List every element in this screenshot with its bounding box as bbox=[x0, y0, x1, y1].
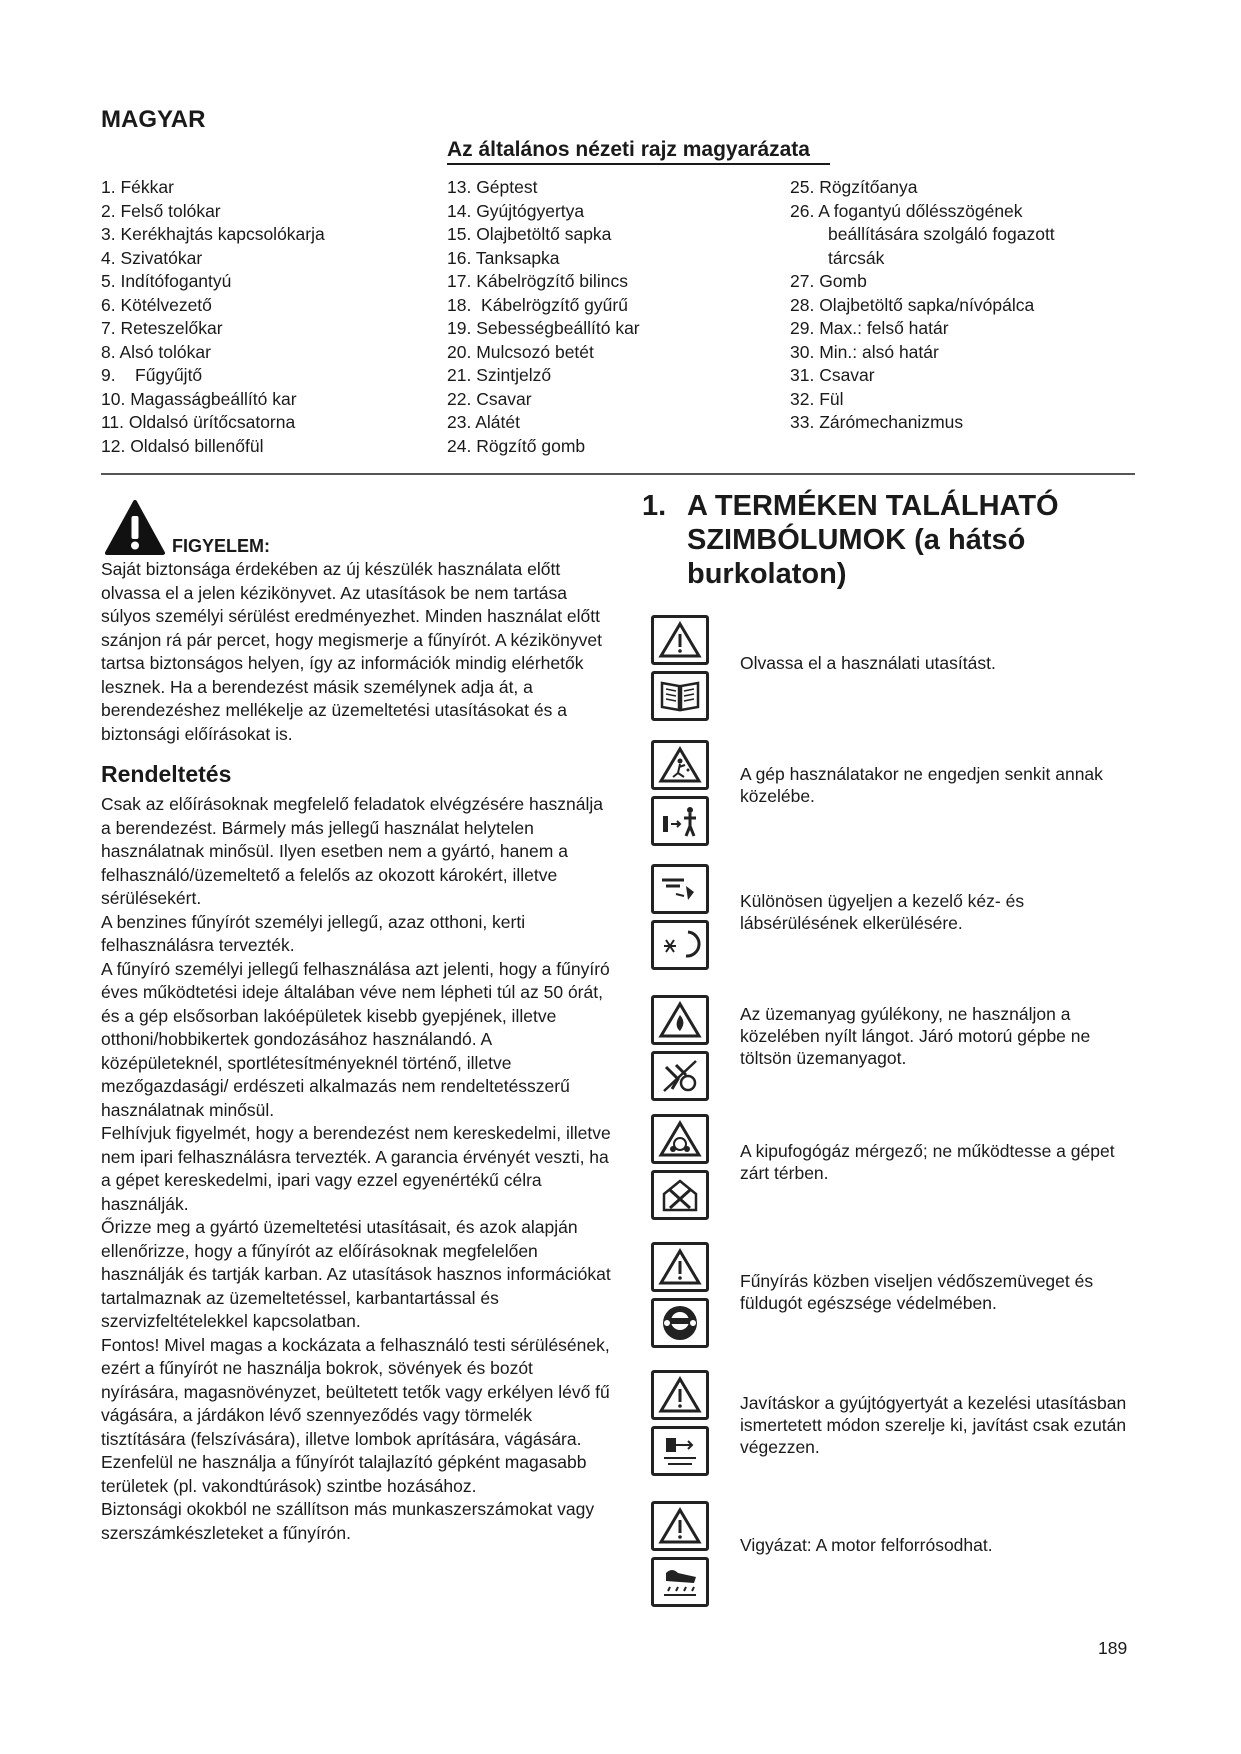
symbol-description: A kipufogógáz mérgező; ne működtesse a gépet zárt térben. bbox=[740, 1141, 1115, 1183]
hand-injury-icon bbox=[658, 870, 702, 908]
symbol-description: Vigyázat: A motor felforrósodhat. bbox=[740, 1535, 993, 1555]
no-enclosed-space-icon bbox=[658, 1176, 702, 1214]
warning-label: FIGYELEM: bbox=[172, 536, 270, 556]
legend-item: 3. Kerékhajtás kapcsolókarja bbox=[101, 224, 325, 244]
title-line: A TERMÉKEN TALÁLHATÓ bbox=[687, 490, 1059, 522]
usage-paragraph: Csak az előírásoknak megfelelő feladatok elvégzésére használja a berendezést. Bármely más jellegű használat helytelen használatnak minősül. Ilyen esetben nem a gyártó, hanem a felhasználó/üzemeltető a felelős az okozott károkért, illetve sérülésekért. bbox=[101, 794, 603, 908]
usage-paragraph: Biztonsági okokból ne szállítson más munkaszerszámokat vagy szerszámkészleteket a fűnyírón. bbox=[101, 1499, 595, 1543]
spark-plug-icon bbox=[658, 1432, 702, 1470]
legend-item: 10. Magasságbeállító kar bbox=[101, 388, 297, 409]
legend-item: 33. Zárómechanizmus bbox=[790, 412, 964, 432]
keep-distance-icon bbox=[658, 802, 702, 840]
symbol-description: A gép használatakor ne engedjen senkit annak közelébe. bbox=[740, 764, 1103, 806]
legend-item: 6. Kötélvezető bbox=[101, 294, 212, 315]
legend-item: 26. A fogantyú dőlésszögének bbox=[790, 200, 1023, 221]
warning-text: Saját biztonsága érdekében az új készülék használata előtt olvassa el a jelen kézikönyvet. Az utasítások be nem tartása súlyos személyi sérülést eredményezhet. Minden használat előtt szánjon rá pár percet, hogy megismerje a fűnyírót. A kézikönyvet tartsa biztonságos helyen, így az információk mindig elérhetők lesznek. Ha a berendezést másik személynek adja át, a berendezéshez mellékelje az üzemeltetési utasításokat és a biztonsági előírásokat is. bbox=[101, 559, 602, 744]
usage-paragraph: Fontos! Mivel magas a kockázata a felhasználó testi sérülésének, ezért a fűnyírót ne használja bokrok, sövények és bozót nyírására, magasnövényzet, beültetett tetők vagy erkélyen lévő fű vágására, a járdákon lévő szennyeződés vagy törmelék tisztítására (felszívására), illetve lombok aprítására, vágására. Ezenfelül ne használja a fűnyírót talajlazító gépként magasabb területek (pl. vakondtúrások) szintbe hozásához. bbox=[101, 1334, 610, 1496]
legend-item: 24. Rögzítő gomb bbox=[447, 435, 586, 456]
legend-item: 17. Kábelrögzítő bilincs bbox=[447, 271, 628, 291]
legend-item: tárcsák bbox=[828, 247, 885, 268]
symbol-read-manual bbox=[651, 615, 709, 727]
usage-paragraph: A fűnyíró személyi jellegű felhasználása azt jelenti, hogy a fűnyíró éves működtetési ideje általában véve nem lépheti túl az 50 órát, és a gép elsősorban lakóépületek kisebb gyepjének, illetve otthoni/hobbikertek gondozásához használandó. A középületeknél, sportlétesítményeknél történő, illetve mezőgazdasági/ erdészeti alkalmazás nem rendeltetésszerű használatnak minősül. bbox=[101, 958, 610, 1120]
legend-item: 19. Sebességbeállító kar bbox=[447, 318, 640, 338]
symbol-flammable bbox=[651, 995, 709, 1107]
legend-column-2 bbox=[447, 176, 777, 458]
usage-paragraph: Őrizze meg a gyártó üzemeltetési utasításait, és azok alapján ellenőrizze, hogy a fűnyírót az előírásoknak megfelelően használják és tartják karban. Az utasítások hasznos információkat tartalmaznak az üzemeltetéssel, karbantartással és szervizfeltételekkel kapcsolatban. bbox=[101, 1217, 611, 1331]
legend-item: 7. Reteszelőkar bbox=[101, 318, 223, 338]
warning-triangle-icon bbox=[658, 1376, 702, 1414]
legend-item: 12. Oldalsó billenőfül bbox=[101, 435, 264, 456]
hot-surface-icon bbox=[658, 1563, 702, 1601]
symbol-hand-foot-injury bbox=[651, 864, 709, 976]
warning-triangle-icon bbox=[104, 499, 166, 557]
legend-item: 32. Fül bbox=[790, 388, 844, 409]
symbol-toxic-fumes bbox=[651, 1114, 709, 1226]
symbol-spark-plug bbox=[651, 1370, 709, 1482]
legend-item: 9. Fűgyűjtő bbox=[101, 365, 203, 385]
thrown-objects-icon bbox=[658, 746, 702, 784]
symbol-description: Olvassa el a használati utasítást. bbox=[740, 653, 996, 673]
title-line: burkolaton) bbox=[687, 558, 847, 590]
toxic-fumes-icon bbox=[658, 1120, 702, 1158]
symbol-description: Különösen ügyeljen a kezelő kéz- és lábsérülésének elkerülésére. bbox=[740, 891, 1025, 933]
legend-item: 21. Szintjelző bbox=[447, 365, 552, 385]
section-divider bbox=[101, 473, 1135, 475]
legend-column-3 bbox=[790, 176, 1150, 435]
usage-paragraph: A benzines fűnyírót személyi jellegű, azaz otthoni, kerti felhasználásra tervezték. bbox=[101, 911, 526, 955]
legend-item: 16. Tanksapka bbox=[447, 247, 560, 268]
legend-item: 28. Olajbetöltő sapka/nívópálca bbox=[790, 294, 1035, 315]
legend-item: 8. Alsó tolókar bbox=[101, 341, 211, 362]
symbol-keep-away bbox=[651, 740, 709, 852]
eye-ear-protection-icon bbox=[658, 1304, 702, 1342]
warning-triangle-icon bbox=[658, 621, 702, 659]
legend-item: 1. Fékkar bbox=[101, 177, 174, 197]
no-refuel-icon bbox=[658, 1057, 702, 1095]
legend-column-1 bbox=[101, 176, 431, 458]
legend-title: Az általános nézeti rajz magyarázata bbox=[447, 138, 830, 165]
legend-item: 30. Min.: alsó határ bbox=[790, 341, 939, 362]
legend-item: 22. Csavar bbox=[447, 388, 532, 409]
warning-triangle-icon bbox=[658, 1507, 702, 1545]
usage-paragraph: Felhívjuk figyelmét, hogy a berendezést nem kereskedelmi, illetve nem ipari felhasználásra tervezték. A garancia érvényét veszti, ha a gépet kereskedelmi, ipari vagy ezzel egyenértékű célra használják. bbox=[101, 1123, 611, 1214]
warning-triangle-icon bbox=[658, 1248, 702, 1286]
flammable-icon bbox=[658, 1001, 702, 1039]
legend-item: 5. Indítófogantyú bbox=[101, 271, 232, 291]
symbols-section-title bbox=[642, 489, 1112, 591]
usage-heading: Rendeltetés bbox=[101, 761, 232, 787]
legend-item: 23. Alátét bbox=[447, 412, 520, 432]
title-line: SZIMBÓLUMOK (a hátsó bbox=[687, 524, 1026, 556]
legend-item: 29. Max.: felső határ bbox=[790, 318, 949, 338]
manual-book-icon bbox=[658, 677, 702, 715]
legend-item: 13. Géptest bbox=[447, 177, 538, 197]
legend-item: 31. Csavar bbox=[790, 365, 875, 385]
usage-text bbox=[101, 793, 611, 1545]
section-number: 1. bbox=[642, 490, 667, 522]
legend-item: 25. Rögzítőanya bbox=[790, 177, 918, 197]
foot-injury-icon bbox=[658, 926, 702, 964]
legend-item: 11. Oldalsó ürítőcsatorna bbox=[101, 412, 296, 432]
symbol-description: Fűnyírás közben viseljen védőszemüveget és füldugót egészsége védelmében. bbox=[740, 1271, 1094, 1313]
page-number: 189 bbox=[1098, 1638, 1128, 1658]
symbol-eye-ear-protection bbox=[651, 1242, 709, 1354]
language-heading: MAGYAR bbox=[101, 106, 206, 133]
symbol-description: Az üzemanyag gyúlékony, ne használjon a közelében nyílt lángot. Járó motorú gépbe ne töltsön üzemanyagot. bbox=[740, 1004, 1091, 1068]
symbol-description: Javításkor a gyújtógyertyát a kezelési utasításban ismertetett módon szerelje ki, javítást csak ezután végezzen. bbox=[740, 1393, 1127, 1457]
legend-item: 4. Szivatókar bbox=[101, 247, 203, 268]
legend-item: 2. Felső tolókar bbox=[101, 200, 221, 221]
legend-item: 27. Gomb bbox=[790, 271, 867, 291]
legend-item: 14. Gyújtógyertya bbox=[447, 200, 585, 221]
legend-item: beállítására szolgáló fogazott bbox=[828, 224, 1055, 244]
legend-item: 18. Kábelrögzítő gyűrű bbox=[447, 294, 628, 315]
legend-item: 15. Olajbetöltő sapka bbox=[447, 224, 612, 244]
legend-item: 20. Mulcsozó betét bbox=[447, 341, 594, 362]
symbol-hot-surface bbox=[651, 1501, 709, 1613]
